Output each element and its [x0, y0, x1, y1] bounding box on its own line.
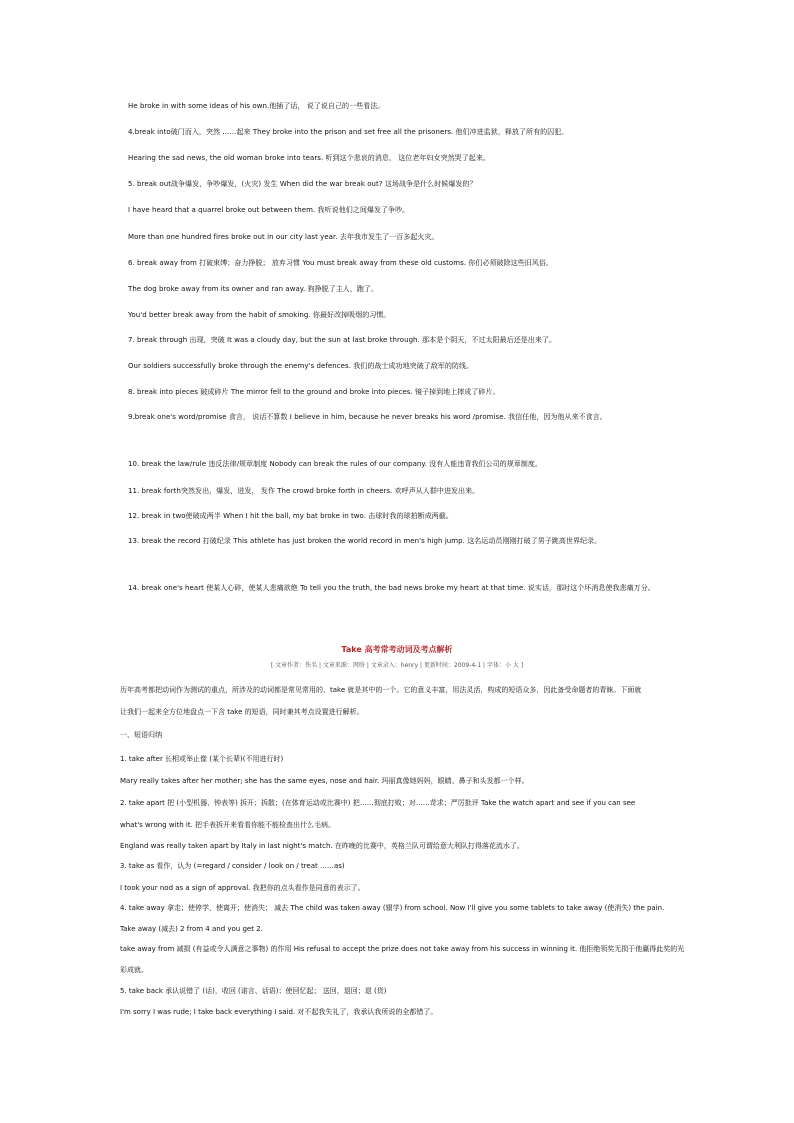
text-line: He broke in with some ideas of his own.他插了话， 说了说自己的一些看法。: [128, 102, 385, 110]
paragraph-line: 彩成就。: [120, 966, 148, 974]
paragraph-line: 4. take away 拿走；使停学，使离开；使消失； 减去 The child was taken away (辍学) from school. Now I'll give you some tablets to take away (使消失) the pain.: [120, 904, 665, 912]
text-line: You'd better break away from the habit of smoking. 你最好改掉吸烟的习惯。: [128, 311, 391, 319]
text-line: 8. break into pieces 破成碎片 The mirror fell to the ground and broke into pieces. 镜子掉到地上摔成了碎片。: [128, 388, 500, 396]
paragraph-line: 3. take as 看作，认为 (=regard / consider / look on / treat ……as): [120, 862, 345, 870]
paragraph-line: 让我们一起来全方位地盘点一下含 take 的短语，同时兼其考点设置进行解析。: [120, 708, 364, 716]
text-line: 13. break the record 打破纪录 This athlete has just broken the world record in men's high jump. 这名运动员刚刚打破了男子跳高世界纪录。: [128, 537, 602, 545]
text-line: More than one hundred fires broke out in our city last year. 去年我市发生了一百多起火灾。: [128, 233, 439, 241]
text-line: 4.break into破门而入，突然 ……起来 They broke into the prison and set free all the prisoners. 他们冲进监狱，释放了所有的囚犯。: [128, 128, 569, 136]
text-line: 5. break out战争爆发，争吵爆发，(火灾) 发生 When did the war break out? 这场战争是什么时候爆发的？: [128, 180, 477, 188]
paragraph-line: Mary really takes after her mother; she has the same eyes, nose and hair. 玛丽真像她妈妈，眼睛、鼻子和头发都一个样。: [120, 777, 529, 785]
paragraph-line: 5. take back 承认说错了 (话)，收回 (诺言、话语)；使回忆起； 送回，退回；退 (货): [120, 987, 387, 995]
text-line: 12. break in two使破成两半 When I hit the ball, my bat broke in two. 击球时我的球拍断成两截。: [128, 512, 453, 520]
text-line: The dog broke away from its owner and ran away. 狗挣脱了主人，跑了。: [128, 285, 379, 293]
text-line: 7. break through 出现，突破 It was a cloudy day, but the sun at last broke through. 那本是个阴天，不过太阳最后还是出来了。: [128, 336, 557, 344]
text-line: 9.break one's word/promise 食言， 说话不算数 I believe in him, because he never breaks his word /promise. 我信任他，因为他从来不食言。: [128, 413, 607, 421]
paragraph-line: Take away (减去) 2 from 4 and you get 2.: [120, 925, 263, 933]
text-line: 10. break the law/rule 违反法律/规章制度 Nobody can break the rules of our company. 没有人能违背我们公司的规章制度。: [128, 460, 542, 468]
text-line: Hearing the sad news, the old woman broke into tears. 听到这个悲哀的消息， 这位老年妇女突然哭了起来。: [128, 154, 490, 162]
text-line: 6. break away from 打破束缚；奋力挣脱； 放弃习惯 You must break away from these old customs. 你们必须破除这些旧风俗。: [128, 259, 553, 267]
paragraph-line: I took your nod as a sign of approval. 我把你的点头看作是同意的表示了。: [120, 884, 365, 892]
article-meta: [ 文章作者：佚名 | 文章来源：网络 | 文章录入：henry | 更新时间：2009-4-1 | 字体：小 大 ]: [270, 662, 524, 669]
paragraph-line: take away from 减损 (有益或令人满意之事物) 的作用 His refusal to accept the prize does not take away from his success in winning it. 他拒绝领奖无损于他赢得此奖的光: [120, 945, 685, 953]
paragraph-line: 历年高考都把动词作为测试的重点，所涉及的动词都是常见常用的，take 就是其中的一个。它的意义丰富，用法灵活，构成的短语众多，因此备受命题者的青睐。下面就: [120, 686, 642, 694]
text-line: Our soldiers successfully broke through the enemy's defences. 我们的战士成功地突破了敌军的防线。: [128, 362, 474, 370]
paragraph-line: what's wrong with it. 把手表拆开来看看你能不能检查出什么毛病。: [120, 821, 336, 829]
text-line: 14. break one's heart 使某人心碎，使某人悲痛欲绝 To tell you the truth, the bad news broke my heart at that time. 说实话，那时这个坏消息使我悲痛万分。: [128, 584, 655, 592]
paragraph-line: I'm sorry I was rude; I take back everything I said. 对不起我失礼了，我承认我所说的全都错了。: [120, 1008, 438, 1016]
paragraph-line: 1. take after 长相或举止像 (某个长辈)(不用进行时): [120, 755, 284, 763]
paragraph-line: England was really taken apart by Italy in last night's match. 在昨晚的比赛中，英格兰队可谓给意大利队打得落花流水了。: [120, 842, 524, 850]
section-heading: 一、短语归纳: [120, 731, 162, 739]
text-line: 11. break forth突然发出，爆发，迸发， 发作 The crowd broke forth in cheers. 欢呼声从人群中进发出来。: [128, 487, 480, 495]
article-title: Take 高考常考动词及考点解析: [341, 645, 453, 654]
paragraph-line: 2. take apart 把 (小型机器、钟表等) 拆开；拆散；(在体育运动或比赛中) 把……彻底打败；对……苛求；严厉批评 Take the watch apart and see if you can see: [120, 799, 636, 807]
text-line: I have heard that a quarrel broke out between them. 我听说他们之间爆发了争吵。: [128, 206, 410, 214]
